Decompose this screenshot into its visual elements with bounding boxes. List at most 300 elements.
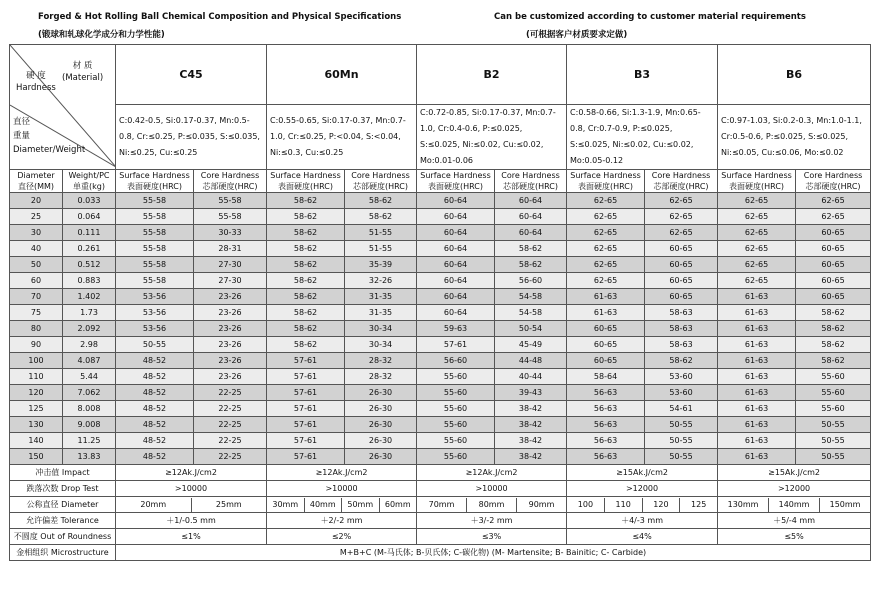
cell-surface-hardness: 55-58	[116, 209, 194, 225]
cell-core-hardness: 50-55	[645, 449, 718, 465]
cell-core-hardness: 54-58	[495, 289, 567, 305]
cell-surface-hardness: 48-52	[116, 401, 194, 417]
cell-core-hardness: 55-60	[796, 385, 871, 401]
cell-core-hardness: 55-60	[796, 369, 871, 385]
impact-value: ≥15Ak.J/cm2	[567, 465, 718, 481]
nominal-diameter-value: 25mm	[191, 498, 267, 512]
cell-surface-hardness: 62-65	[567, 209, 645, 225]
cell-diameter: 60	[10, 273, 63, 289]
cell-surface-hardness: 48-52	[116, 385, 194, 401]
table-row	[10, 321, 871, 337]
table-row	[10, 305, 871, 321]
cell-diameter: 80	[10, 321, 63, 337]
material-name-c45: C45	[116, 45, 267, 105]
material-name-b2: B2	[417, 45, 567, 105]
cell-core-hardness: 26-30	[345, 433, 417, 449]
cell-core-hardness: 28-32	[345, 353, 417, 369]
nominal-diameter-value: 130mm	[727, 499, 759, 509]
cell-surface-hardness: 48-52	[116, 449, 194, 465]
col-header-surface-hardness: Surface Hardness 表面硬度(HRC)	[718, 170, 796, 193]
cell-core-hardness: 31-35	[345, 305, 417, 321]
cell-weight: 0.111	[63, 225, 116, 241]
nominal-diameter-group	[417, 497, 567, 513]
drop-test-row	[10, 481, 871, 497]
table-row	[10, 369, 871, 385]
cell-surface-hardness: 60-64	[417, 289, 495, 305]
cell-surface-hardness: 48-52	[116, 369, 194, 385]
cell-surface-hardness: 55-58	[116, 241, 194, 257]
nominal-diameter-value: 50mm	[341, 498, 379, 512]
nominal-diameter-value: 60mm	[379, 498, 417, 512]
nominal-diameter-value: 40mm	[304, 498, 342, 512]
cell-core-hardness: 30-34	[345, 337, 417, 353]
cell-surface-hardness: 59-63	[417, 321, 495, 337]
cell-core-hardness: 23-26	[194, 353, 267, 369]
cell-surface-hardness: 58-62	[267, 337, 345, 353]
cell-core-hardness: 60-64	[495, 225, 567, 241]
col-header-core-hardness: Core Hardness 芯部硬度(HRC)	[645, 170, 718, 193]
impact-label: 冲击值 Impact	[10, 465, 116, 481]
nominal-diameter-row	[10, 497, 871, 513]
cell-surface-hardness: 62-65	[567, 241, 645, 257]
table-row	[10, 449, 871, 465]
cell-core-hardness: 51-55	[345, 225, 417, 241]
cell-surface-hardness: 62-65	[718, 193, 796, 209]
cell-core-hardness: 22-25	[194, 449, 267, 465]
cell-diameter: 120	[10, 385, 63, 401]
col-header-surface-hardness: Surface Hardness 表面硬度(HRC)	[417, 170, 495, 193]
cell-diameter: 130	[10, 417, 63, 433]
cell-diameter: 25	[10, 209, 63, 225]
cell-surface-hardness: 55-60	[417, 401, 495, 417]
corner-hardness-label: 硬 度 Hardness	[16, 71, 56, 93]
cell-core-hardness: 55-60	[796, 401, 871, 417]
tolerance-value: ＋2/-2 mm	[267, 513, 417, 529]
col-header-surface-hardness: Surface Hardness 表面硬度(HRC)	[567, 170, 645, 193]
cell-surface-hardness: 61-63	[567, 289, 645, 305]
material-name-b6: B6	[718, 45, 871, 105]
cell-weight: 2.092	[63, 321, 116, 337]
cell-surface-hardness: 48-52	[116, 417, 194, 433]
cell-diameter: 140	[10, 433, 63, 449]
cell-core-hardness: 58-62	[796, 353, 871, 369]
cell-core-hardness: 60-64	[495, 209, 567, 225]
impact-value: ≥12Ak.J/cm2	[116, 465, 267, 481]
cell-core-hardness: 62-65	[645, 225, 718, 241]
material-name-b3: B3	[567, 45, 718, 105]
cell-core-hardness: 26-30	[345, 417, 417, 433]
page-header	[0, 0, 878, 44]
cell-core-hardness: 26-30	[345, 401, 417, 417]
cell-core-hardness: 60-65	[796, 241, 871, 257]
cell-core-hardness: 38-42	[495, 433, 567, 449]
cell-core-hardness: 30-33	[194, 225, 267, 241]
cell-core-hardness: 62-65	[796, 209, 871, 225]
cell-surface-hardness: 57-61	[267, 449, 345, 465]
cell-core-hardness: 50-55	[645, 433, 718, 449]
cell-diameter: 125	[10, 401, 63, 417]
cell-core-hardness: 38-42	[495, 449, 567, 465]
cell-core-hardness: 39-43	[495, 385, 567, 401]
cell-diameter: 150	[10, 449, 63, 465]
tolerance-value: ＋1/-0.5 mm	[116, 513, 267, 529]
roundness-value: ≤2%	[267, 529, 417, 545]
cell-diameter: 30	[10, 225, 63, 241]
cell-surface-hardness: 61-63	[718, 417, 796, 433]
title-cn: (锻球和轧球化学成分和力学性能)	[38, 30, 165, 40]
cell-surface-hardness: 53-56	[116, 321, 194, 337]
col-header-surface-hardness: Surface Hardness 表面硬度(HRC)	[116, 170, 194, 193]
cell-weight: 0.033	[63, 193, 116, 209]
drop-test-value: >12000	[567, 481, 718, 497]
cell-core-hardness: 60-65	[796, 225, 871, 241]
cell-core-hardness: 22-25	[194, 401, 267, 417]
nominal-diameter-value: 90mm	[516, 498, 566, 512]
tolerance-value: ＋3/-2 mm	[417, 513, 567, 529]
cell-core-hardness: 45-49	[495, 337, 567, 353]
cell-core-hardness: 31-35	[345, 289, 417, 305]
cell-core-hardness: 60-65	[796, 289, 871, 305]
composition-b2: C:0.72-0.85, Si:0.17-0.37, Mn:0.7-1.0, Cr:0.4-0.6, P:≤0.025, S:≤0.025, Ni:≤0.02, Cu:≤0.02, Mo:0.01-0.06	[417, 105, 567, 170]
cell-core-hardness: 60-65	[645, 289, 718, 305]
cell-surface-hardness: 55-58	[116, 257, 194, 273]
cell-core-hardness: 60-65	[645, 241, 718, 257]
custom-note-cn: (可根据客户材质要求定做)	[526, 30, 628, 40]
impact-value: ≥12Ak.J/cm2	[267, 465, 417, 481]
col-header-diameter: Diameter 直径(MM)	[10, 170, 63, 193]
table-row	[10, 193, 871, 209]
cell-core-hardness: 55-58	[194, 209, 267, 225]
cell-core-hardness: 62-65	[645, 209, 718, 225]
microstructure-row	[10, 545, 871, 561]
nominal-diameter-value: 30mm	[272, 499, 299, 509]
cell-core-hardness: 23-26	[194, 289, 267, 305]
cell-surface-hardness: 60-64	[417, 241, 495, 257]
cell-core-hardness: 26-30	[345, 385, 417, 401]
col-header-weight: Weight/PC 单重(kg)	[63, 170, 116, 193]
cell-surface-hardness: 55-60	[417, 369, 495, 385]
cell-surface-hardness: 62-65	[567, 273, 645, 289]
cell-surface-hardness: 60-65	[567, 321, 645, 337]
cell-surface-hardness: 48-52	[116, 433, 194, 449]
cell-surface-hardness: 55-60	[417, 385, 495, 401]
cell-surface-hardness: 61-63	[718, 289, 796, 305]
microstructure-value: M+B+C (M-马氏体; B-贝氏体; C-碳化物) (M- Martensite; B- Bainitic; C- Carbide)	[116, 545, 871, 561]
cell-surface-hardness: 57-61	[267, 369, 345, 385]
cell-surface-hardness: 61-63	[718, 401, 796, 417]
drop-test-value: >10000	[417, 481, 567, 497]
cell-diameter: 75	[10, 305, 63, 321]
cell-core-hardness: 58-63	[645, 321, 718, 337]
cell-weight: 0.883	[63, 273, 116, 289]
cell-surface-hardness: 58-62	[267, 257, 345, 273]
cell-core-hardness: 58-62	[796, 337, 871, 353]
cell-core-hardness: 50-55	[796, 433, 871, 449]
cell-surface-hardness: 62-65	[718, 209, 796, 225]
column-header-row	[10, 170, 871, 193]
roundness-row	[10, 529, 871, 545]
composition-b3: C:0.58-0.66, Si:1.3-1.9, Mn:0.65-0.8, Cr:0.7-0.9, P:≤0.025, S:≤0.025, Ni:≤0.02, Cu:≤0.02, Mo:0.05-0.12	[567, 105, 718, 170]
nominal-diameter-value: 140mm	[768, 498, 819, 512]
tolerance-row	[10, 513, 871, 529]
cell-surface-hardness: 57-61	[267, 401, 345, 417]
cell-surface-hardness: 57-61	[267, 353, 345, 369]
cell-diameter: 40	[10, 241, 63, 257]
cell-surface-hardness: 53-56	[116, 289, 194, 305]
cell-core-hardness: 58-62	[345, 193, 417, 209]
composition-b6: C:0.97-1.03, Si:0.2-0.3, Mn:1.0-1.1, Cr:0.5-0.6, P:≤0.025, S:≤0.025, Ni:≤0.05, Cu:≤0.06, Mo:≤0.02	[718, 105, 871, 170]
cell-core-hardness: 35-39	[345, 257, 417, 273]
cell-surface-hardness: 56-63	[567, 417, 645, 433]
cell-surface-hardness: 55-60	[417, 433, 495, 449]
cell-surface-hardness: 58-62	[267, 241, 345, 257]
tolerance-value: ＋4/-3 mm	[567, 513, 718, 529]
col-header-core-hardness: Core Hardness 芯部硬度(HRC)	[495, 170, 567, 193]
composition-row	[10, 105, 871, 170]
tolerance-label: 允许偏差 Tolerance	[10, 513, 116, 529]
cell-surface-hardness: 56-63	[567, 433, 645, 449]
table-row	[10, 337, 871, 353]
corner-header	[10, 45, 116, 170]
cell-core-hardness: 55-58	[194, 193, 267, 209]
cell-weight: 1.402	[63, 289, 116, 305]
cell-surface-hardness: 58-62	[267, 193, 345, 209]
cell-core-hardness: 30-34	[345, 321, 417, 337]
cell-core-hardness: 38-42	[495, 417, 567, 433]
cell-surface-hardness: 62-65	[718, 273, 796, 289]
impact-row	[10, 465, 871, 481]
cell-core-hardness: 32-26	[345, 273, 417, 289]
cell-surface-hardness: 61-63	[718, 385, 796, 401]
table-row	[10, 257, 871, 273]
cell-surface-hardness: 55-58	[116, 225, 194, 241]
cell-core-hardness: 58-62	[495, 241, 567, 257]
spec-table	[9, 44, 871, 561]
cell-core-hardness: 26-30	[345, 449, 417, 465]
cell-surface-hardness: 58-62	[267, 321, 345, 337]
cell-weight: 8.008	[63, 401, 116, 417]
title-en: Forged & Hot Rolling Ball Chemical Composition and Physical Specifications	[38, 12, 402, 22]
cell-surface-hardness: 56-60	[417, 353, 495, 369]
cell-surface-hardness: 60-65	[567, 353, 645, 369]
cell-surface-hardness: 61-63	[718, 449, 796, 465]
cell-diameter: 90	[10, 337, 63, 353]
roundness-value: ≤5%	[718, 529, 871, 545]
col-header-core-hardness: Core Hardness 芯部硬度(HRC)	[796, 170, 871, 193]
nominal-diameter-value: 20mm	[140, 499, 167, 509]
nominal-diameter-value: 110	[604, 498, 642, 512]
cell-surface-hardness: 55-58	[116, 193, 194, 209]
cell-core-hardness: 62-65	[645, 193, 718, 209]
table-row	[10, 289, 871, 305]
cell-surface-hardness: 61-63	[567, 305, 645, 321]
cell-core-hardness: 40-44	[495, 369, 567, 385]
cell-surface-hardness: 57-61	[267, 433, 345, 449]
cell-surface-hardness: 58-62	[267, 209, 345, 225]
cell-weight: 9.008	[63, 417, 116, 433]
cell-surface-hardness: 58-64	[567, 369, 645, 385]
table-row	[10, 209, 871, 225]
cell-core-hardness: 54-61	[645, 401, 718, 417]
drop-test-value: >12000	[718, 481, 871, 497]
cell-weight: 4.087	[63, 353, 116, 369]
cell-weight: 7.062	[63, 385, 116, 401]
cell-core-hardness: 58-62	[796, 321, 871, 337]
cell-core-hardness: 60-65	[645, 257, 718, 273]
cell-surface-hardness: 53-56	[116, 305, 194, 321]
cell-core-hardness: 27-30	[194, 273, 267, 289]
cell-surface-hardness: 61-63	[718, 337, 796, 353]
cell-surface-hardness: 57-61	[417, 337, 495, 353]
cell-core-hardness: 50-55	[796, 417, 871, 433]
cell-core-hardness: 22-25	[194, 385, 267, 401]
table-row	[10, 273, 871, 289]
cell-core-hardness: 58-63	[645, 305, 718, 321]
table-row	[10, 353, 871, 369]
cell-surface-hardness: 55-60	[417, 417, 495, 433]
cell-diameter: 20	[10, 193, 63, 209]
nominal-diameter-value: 70mm	[428, 499, 455, 509]
cell-surface-hardness: 55-58	[116, 273, 194, 289]
impact-value: ≥12Ak.J/cm2	[417, 465, 567, 481]
nominal-diameter-group	[718, 497, 871, 513]
cell-weight: 0.261	[63, 241, 116, 257]
cell-diameter: 70	[10, 289, 63, 305]
cell-core-hardness: 28-32	[345, 369, 417, 385]
cell-core-hardness: 23-26	[194, 337, 267, 353]
roundness-value: ≤3%	[417, 529, 567, 545]
cell-surface-hardness: 62-65	[718, 257, 796, 273]
cell-surface-hardness: 62-65	[718, 225, 796, 241]
cell-weight: 1.73	[63, 305, 116, 321]
cell-core-hardness: 58-62	[796, 305, 871, 321]
cell-weight: 2.98	[63, 337, 116, 353]
col-header-surface-hardness: Surface Hardness 表面硬度(HRC)	[267, 170, 345, 193]
nominal-diameter-group	[116, 497, 267, 513]
roundness-value: ≤4%	[567, 529, 718, 545]
cell-surface-hardness: 48-52	[116, 353, 194, 369]
cell-diameter: 110	[10, 369, 63, 385]
cell-core-hardness: 23-26	[194, 369, 267, 385]
cell-core-hardness: 62-65	[796, 193, 871, 209]
cell-core-hardness: 56-60	[495, 273, 567, 289]
cell-surface-hardness: 58-62	[267, 273, 345, 289]
cell-surface-hardness: 61-63	[718, 321, 796, 337]
cell-diameter: 50	[10, 257, 63, 273]
cell-core-hardness: 23-26	[194, 321, 267, 337]
nominal-diameter-group	[567, 497, 718, 513]
drop-test-value: >10000	[116, 481, 267, 497]
composition-60mn: C:0.55-0.65, Si:0.17-0.37, Mn:0.7-1.0, Cr:≤0.25, P:<0.04, S:<0.04, Ni:≤0.3, Cu:≤0.25	[267, 105, 417, 170]
cell-surface-hardness: 56-63	[567, 401, 645, 417]
cell-surface-hardness: 62-65	[567, 257, 645, 273]
cell-core-hardness: 28-31	[194, 241, 267, 257]
impact-value: ≥15Ak.J/cm2	[718, 465, 871, 481]
cell-core-hardness: 50-54	[495, 321, 567, 337]
cell-surface-hardness: 57-61	[267, 417, 345, 433]
cell-core-hardness: 58-62	[345, 209, 417, 225]
nominal-diameter-label: 公称直径 Diameter	[10, 497, 116, 513]
microstructure-label: 金相组织 Microstructure	[10, 545, 116, 561]
cell-surface-hardness: 55-60	[417, 449, 495, 465]
cell-weight: 0.064	[63, 209, 116, 225]
cell-surface-hardness: 58-62	[267, 305, 345, 321]
cell-surface-hardness: 60-64	[417, 193, 495, 209]
custom-note-en: Can be customized according to customer material requirements	[494, 12, 806, 22]
cell-surface-hardness: 62-65	[567, 225, 645, 241]
cell-surface-hardness: 61-63	[718, 305, 796, 321]
composition-c45: C:0.42-0.5, Si:0.17-0.37, Mn:0.5-0.8, Cr:≤0.25, P:≤0.035, S:≤0.035, Ni:≤0.25, Cu:≤0.25	[116, 105, 267, 170]
cell-surface-hardness: 60-64	[417, 305, 495, 321]
nominal-diameter-value: 80mm	[466, 498, 516, 512]
cell-core-hardness: 60-65	[796, 273, 871, 289]
cell-core-hardness: 51-55	[345, 241, 417, 257]
cell-core-hardness: 44-48	[495, 353, 567, 369]
corner-diameter-weight-label: 直径 重量 Diameter/Weight	[13, 117, 86, 155]
table-row	[10, 417, 871, 433]
cell-core-hardness: 54-58	[495, 305, 567, 321]
cell-surface-hardness: 60-64	[417, 273, 495, 289]
corner-material-label: 材 质 (Material)	[62, 61, 104, 83]
cell-weight: 0.512	[63, 257, 116, 273]
cell-weight: 5.44	[63, 369, 116, 385]
drop-test-value: >10000	[267, 481, 417, 497]
nominal-diameter-value: 100	[577, 499, 594, 509]
cell-surface-hardness: 60-64	[417, 225, 495, 241]
cell-core-hardness: 53-60	[645, 385, 718, 401]
cell-surface-hardness: 61-63	[718, 369, 796, 385]
cell-core-hardness: 58-63	[645, 337, 718, 353]
cell-core-hardness: 27-30	[194, 257, 267, 273]
cell-core-hardness: 53-60	[645, 369, 718, 385]
drop-test-label: 跌落次数 Drop Test	[10, 481, 116, 497]
cell-core-hardness: 22-25	[194, 417, 267, 433]
cell-surface-hardness: 60-65	[567, 337, 645, 353]
cell-surface-hardness: 60-64	[417, 209, 495, 225]
table-row	[10, 433, 871, 449]
table-row	[10, 401, 871, 417]
nominal-diameter-value: 120	[642, 498, 680, 512]
tolerance-value: ＋5/-4 mm	[718, 513, 871, 529]
col-header-core-hardness: Core Hardness 芯部硬度(HRC)	[345, 170, 417, 193]
cell-surface-hardness: 58-62	[267, 225, 345, 241]
cell-core-hardness: 38-42	[495, 401, 567, 417]
cell-weight: 11.25	[63, 433, 116, 449]
cell-surface-hardness: 58-62	[267, 289, 345, 305]
cell-core-hardness: 50-55	[796, 449, 871, 465]
material-name-60mn: 60Mn	[267, 45, 417, 105]
cell-surface-hardness: 61-63	[718, 433, 796, 449]
cell-core-hardness: 50-55	[645, 417, 718, 433]
cell-diameter: 100	[10, 353, 63, 369]
roundness-value: ≤1%	[116, 529, 267, 545]
cell-core-hardness: 22-25	[194, 433, 267, 449]
cell-surface-hardness: 60-64	[417, 257, 495, 273]
roundness-label: 不圆度 Out of Roundness	[10, 529, 116, 545]
cell-surface-hardness: 61-63	[718, 353, 796, 369]
cell-core-hardness: 58-62	[495, 257, 567, 273]
cell-surface-hardness: 56-63	[567, 385, 645, 401]
cell-core-hardness: 23-26	[194, 305, 267, 321]
material-row	[10, 45, 871, 105]
cell-surface-hardness: 56-63	[567, 449, 645, 465]
cell-surface-hardness: 50-55	[116, 337, 194, 353]
cell-surface-hardness: 57-61	[267, 385, 345, 401]
table-row	[10, 385, 871, 401]
cell-core-hardness: 58-62	[645, 353, 718, 369]
cell-core-hardness: 60-65	[645, 273, 718, 289]
table-row	[10, 241, 871, 257]
